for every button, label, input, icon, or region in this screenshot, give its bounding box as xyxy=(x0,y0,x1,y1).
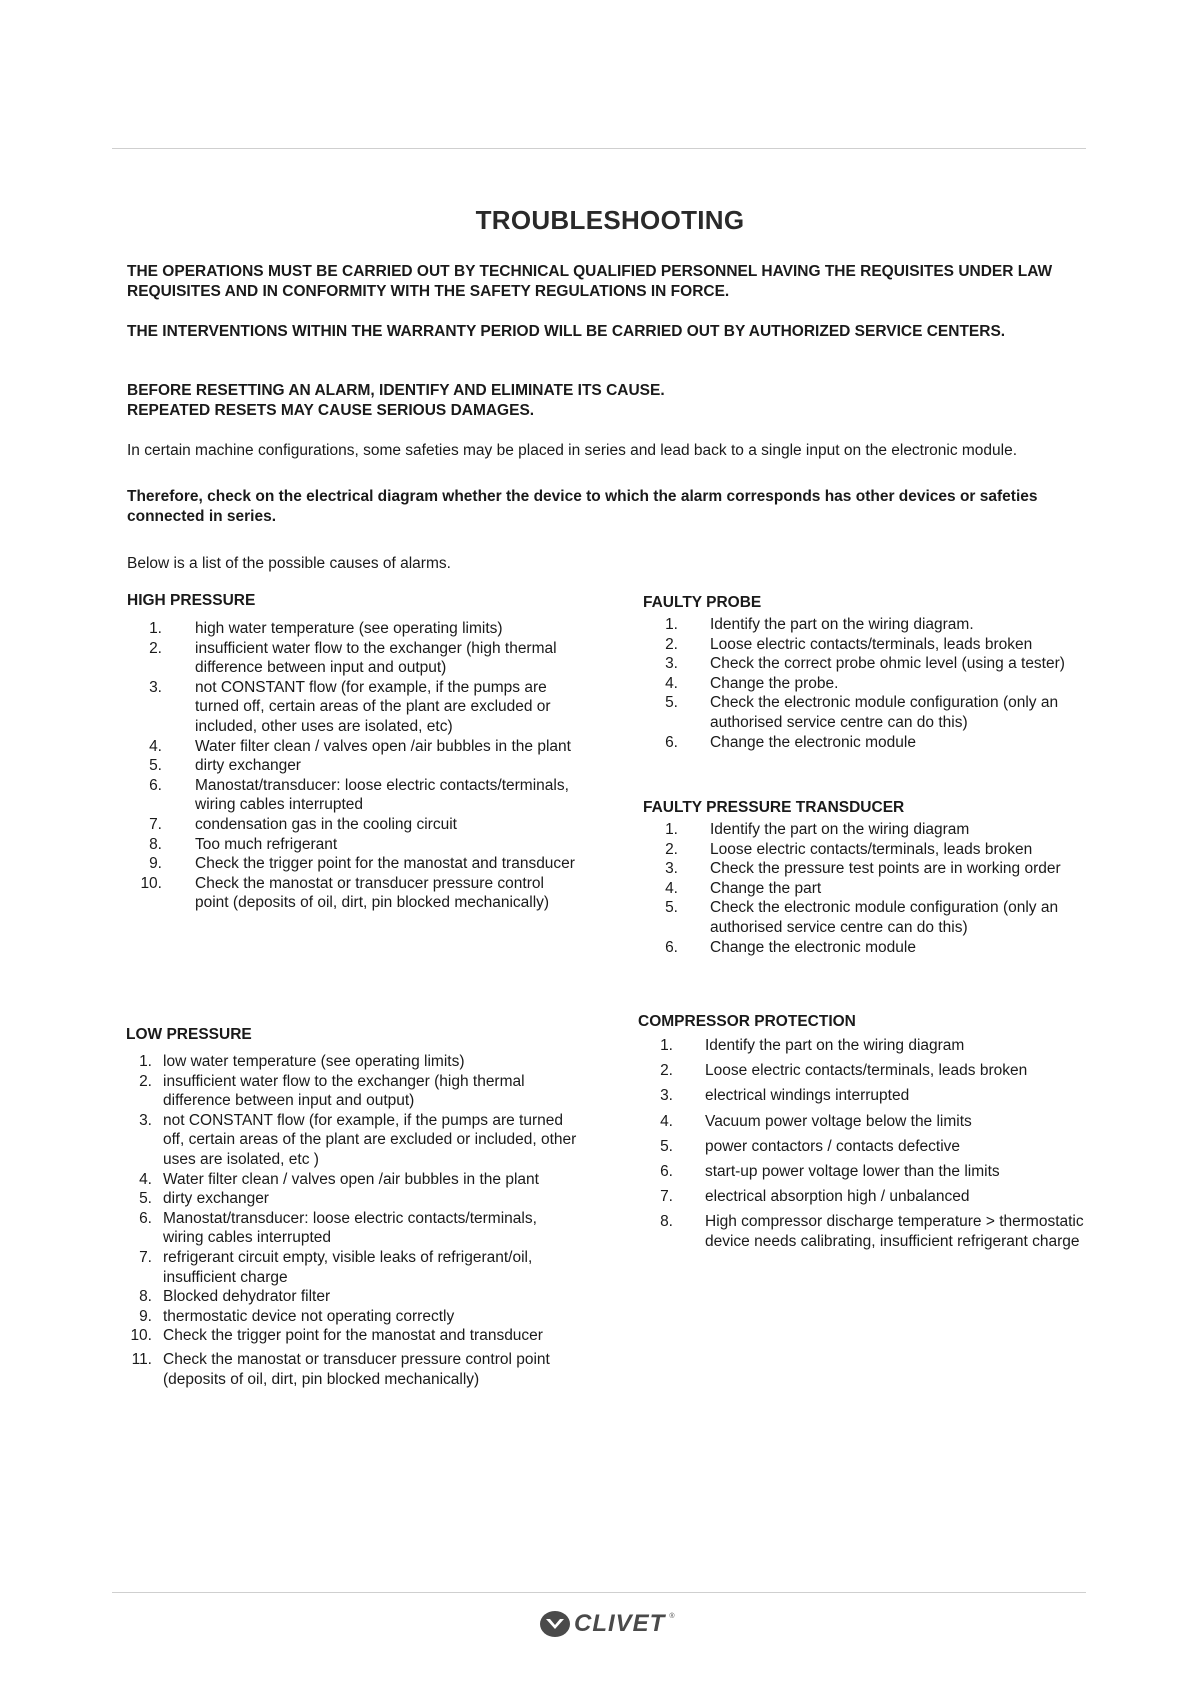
list-item: 1. high water temperature (see operating limits) xyxy=(149,620,503,637)
list-item: 3. Check the correct probe ohmic level (using a tester) xyxy=(665,655,1065,673)
list-item: 1. Identify the part on the wiring diagram xyxy=(660,1037,965,1054)
brand-name: CLIVET xyxy=(574,1610,666,1637)
list-item: 10. Check the trigger point for the manostat and transducer xyxy=(130,1327,543,1345)
list-item: 6. Manostat/transducer: loose electric contacts/terminals, wiring cables interrupted xyxy=(139,1209,537,1247)
list-item: 6. start-up power voltage lower than the limits xyxy=(660,1162,1000,1180)
list-item: 7. electrical absorption high / unbalanced xyxy=(660,1188,970,1206)
list-item: 5. Check the electronic module configuration (only an authorised service centre can do this) xyxy=(665,899,1059,936)
high-pressure-list xyxy=(127,619,577,913)
bottom-divider xyxy=(112,1592,1086,1593)
list-item: 5. dirty exchanger xyxy=(139,1190,269,1208)
list-item: 5. power contactors / contacts defective xyxy=(660,1137,961,1155)
list-item: 4. Vacuum power voltage below the limits xyxy=(660,1112,972,1130)
registered-mark: ® xyxy=(669,1613,675,1620)
list-item: 9. Check the trigger point for the manostat and transducer xyxy=(149,855,575,873)
list-item: 2. insufficient water flow to the exchanger (high thermal difference between input and output) xyxy=(139,1072,525,1110)
list-item: 2. Loose electric contacts/terminals, leads broken xyxy=(660,1062,1028,1080)
list-item: 5. dirty exchanger xyxy=(149,757,301,775)
faulty-probe-title: FAULTY PROBE xyxy=(643,594,762,611)
list-item: 7. refrigerant circuit empty, visible leaks of refrigerant/oil, insufficient charge xyxy=(139,1248,533,1286)
list-item: 1. Identify the part on the wiring diagram. xyxy=(665,616,974,633)
list-item: 6. Manostat/transducer: loose electric contacts/terminals, wiring cables interrupted xyxy=(149,776,569,814)
config-note: In certain machine configurations, some safeties may be placed in series and lead back to a single input on the electronic module. xyxy=(127,442,1018,459)
faulty-transducer-title: FAULTY PRESSURE TRANSDUCER xyxy=(643,799,905,816)
check-note: Therefore, check on the electrical diagram whether the device to which the alarm corresponds has other devices or safeties connected in series. xyxy=(127,488,1038,525)
list-item: 2. Loose electric contacts/terminals, leads broken xyxy=(665,840,1033,858)
list-item: 1. low water temperature (see operating limits) xyxy=(139,1053,465,1070)
low-pressure-list xyxy=(127,1052,577,1389)
list-item: 11. Check the manostat or transducer pressure control point (deposits of oil, dirt, pin blocked mechanically) xyxy=(131,1350,550,1388)
list-item: 8. Blocked dehydrator filter xyxy=(139,1288,331,1306)
clivet-logo-icon xyxy=(540,1611,570,1637)
personnel-warning: THE OPERATIONS MUST BE CARRIED OUT BY TECHNICAL QUALIFIED PERSONNEL HAVING THE REQUISITES UNDER LAW REQUISITES AND IN CONFORMITY WITH THE SAFETY REGULATIONS IN FORCE. xyxy=(127,263,1053,300)
footer-logo xyxy=(540,1609,675,1639)
page-title: TROUBLESHOOTING xyxy=(475,205,745,235)
list-item: 4. Water filter clean / valves open /air bubbles in the plant xyxy=(139,1170,539,1188)
compressor-protection-list xyxy=(648,1036,1088,1257)
list-item: 4. Water filter clean / valves open /air bubbles in the plant xyxy=(149,737,571,755)
faulty-transducer-list xyxy=(648,820,1088,957)
list-item: 9. thermostatic device not operating correctly xyxy=(139,1307,455,1325)
compressor-protection-title: COMPRESSOR PROTECTION xyxy=(638,1013,856,1030)
list-item: 2. Loose electric contacts/terminals, leads broken xyxy=(665,635,1033,653)
warranty-warning: THE INTERVENTIONS WITHIN THE WARRANTY PERIOD WILL BE CARRIED OUT BY AUTHORIZED SERVICE CENTERS. xyxy=(127,323,1006,340)
list-item: 5. Check the electronic module configuration (only an authorised service centre can do this) xyxy=(665,694,1059,731)
list-item: 3. Check the pressure test points are in working order xyxy=(665,860,1061,878)
list-item: 3. electrical windings interrupted xyxy=(660,1087,910,1105)
list-intro: Below is a list of the possible causes of alarms. xyxy=(127,555,451,572)
list-item: 10. Check the manostat or transducer pressure control point (deposits of oil, dirt, pin blocked mechanically) xyxy=(140,874,550,912)
list-item: 2. insufficient water flow to the exchanger (high thermal difference between input and output) xyxy=(149,639,557,677)
list-item: 7. condensation gas in the cooling circuit xyxy=(149,815,457,833)
high-pressure-title: HIGH PRESSURE xyxy=(127,592,256,609)
list-item: 8. Too much refrigerant xyxy=(149,835,338,853)
list-item: 3. not CONSTANT flow (for example, if the pumps are turned off, certain areas of the plant are excluded or included, other uses are isolated, etc) xyxy=(149,678,551,735)
reset-warning-2: REPEATED RESETS MAY CAUSE SERIOUS DAMAGES. xyxy=(127,402,535,419)
list-item: 3. not CONSTANT flow (for example, if the pumps are turned off, certain areas of the plant are excluded or included, other uses are isolated, etc ) xyxy=(139,1111,577,1168)
low-pressure-title: LOW PRESSURE xyxy=(126,1026,252,1043)
list-item: 6. Change the electronic module xyxy=(665,938,916,956)
list-item: 1. Identify the part on the wiring diagram xyxy=(665,821,970,838)
list-item: 4. Change the part xyxy=(665,879,822,897)
top-divider xyxy=(112,148,1086,149)
faulty-probe-list xyxy=(648,615,1088,752)
list-item: 8. High compressor discharge temperature > thermostatic device needs calibrating, insufficient refrigerant charge xyxy=(660,1213,1084,1250)
list-item: 6. Change the electronic module xyxy=(665,733,916,751)
list-item: 4. Change the probe. xyxy=(665,674,839,692)
reset-warning-1: BEFORE RESETTING AN ALARM, IDENTIFY AND ELIMINATE ITS CAUSE. xyxy=(127,382,665,399)
